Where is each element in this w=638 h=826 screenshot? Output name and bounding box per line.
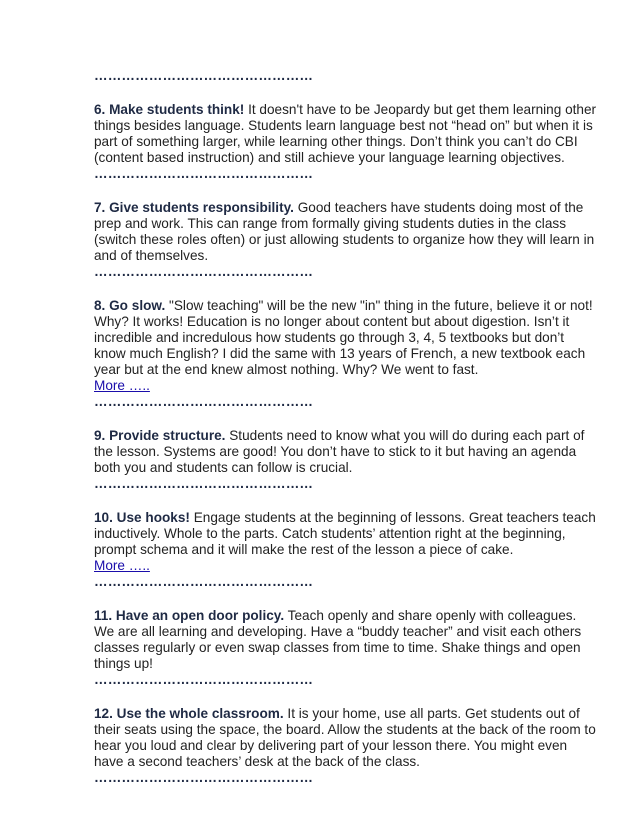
section-12-use-whole-classroom [94, 706, 598, 786]
section-10-use-hooks [94, 510, 598, 590]
section-11-open-door-policy [94, 608, 598, 688]
section-heading: 8. Go slow. [94, 298, 166, 313]
separator-line: ………………………………………… [94, 672, 314, 687]
section-6-make-students-think [94, 102, 598, 182]
separator-line: ………………………………………… [94, 574, 314, 589]
section-7-give-responsibility [94, 200, 598, 280]
section-paragraph [94, 510, 598, 558]
section-body: It is your home, use all parts. Get students out of their seats using the space, the board. Allow the students at the back of the room to hear you loud and clear by delivering part of your lesson there. You might even have a second teachers’ desk at the back of the class. [94, 706, 596, 769]
more-link-line [94, 558, 598, 574]
section-heading: 12. Use the whole classroom. [94, 706, 284, 721]
section-heading: 10. Use hooks! [94, 510, 190, 525]
more-link-line [94, 378, 598, 394]
section-body: Engage students at the beginning of lessons. Great teachers teach inductively. Whole to the parts. Catch students’ attention right at the beginning, prompt schema and it will make the rest of the lesson a piece of cake. [94, 510, 596, 557]
section-8-go-slow [94, 298, 598, 410]
separator-line: ………………………………………… [94, 166, 314, 181]
separator-line: ………………………………………… [94, 770, 314, 785]
section-9-provide-structure [94, 428, 598, 492]
section-heading: 6. Make students think! [94, 102, 245, 117]
section-heading: 11. Have an open door policy. [94, 608, 285, 623]
section-body: Teach openly and share openly with colleagues. We are all learning and developing. Have a “buddy teacher” and visit each others classes regularly or even swap classes from time to time. Shake things and open things up! [94, 608, 582, 671]
section-heading: 9. Provide structure. [94, 428, 226, 443]
section-paragraph [94, 102, 598, 166]
section-paragraph [94, 200, 598, 264]
section-paragraph [94, 298, 598, 378]
separator-line: ………………………………………… [94, 68, 314, 83]
section-body: Students need to know what you will do during each part of the lesson. Systems are good! You don’t have to stick to it but having an agenda both you and students can follow is crucial. [94, 428, 585, 475]
section-paragraph [94, 608, 598, 672]
section-body: It doesn't have to be Jeopardy but get them learning other things besides language. Students learn language best not “head on” but when it is part of something larger, while learning other things. Don’t think you can’t do CBI (content based instruction) and still achieve your language learning objectives. [94, 102, 597, 165]
section-paragraph [94, 706, 598, 770]
separator-line: ………………………………………… [94, 476, 314, 491]
section-body: "Slow teaching" will be the new "in" thing in the future, believe it or not! Why? It works! Education is no longer about content but about digestion. Isn’t it incredible and incredulous how students go through 3, 4, 5 textbooks but don’t know much English? I did the same with 13 years of French, a new textbook each year but at the end knew almost nothing. Why? We went to fast. [94, 298, 593, 377]
separator-line: ………………………………………… [94, 264, 314, 279]
section-body: Good teachers have students doing most of the prep and work. This can range from formally giving students duties in the class (switch these roles often) or just allowing students to organize how they will learn in and of themselves. [94, 200, 595, 263]
separator-line: ………………………………………… [94, 394, 314, 409]
more-link[interactable]: More ….. [94, 378, 150, 393]
section-heading: 7. Give students responsibility. [94, 200, 294, 215]
more-link[interactable]: More ….. [94, 558, 150, 573]
section-paragraph [94, 428, 598, 476]
